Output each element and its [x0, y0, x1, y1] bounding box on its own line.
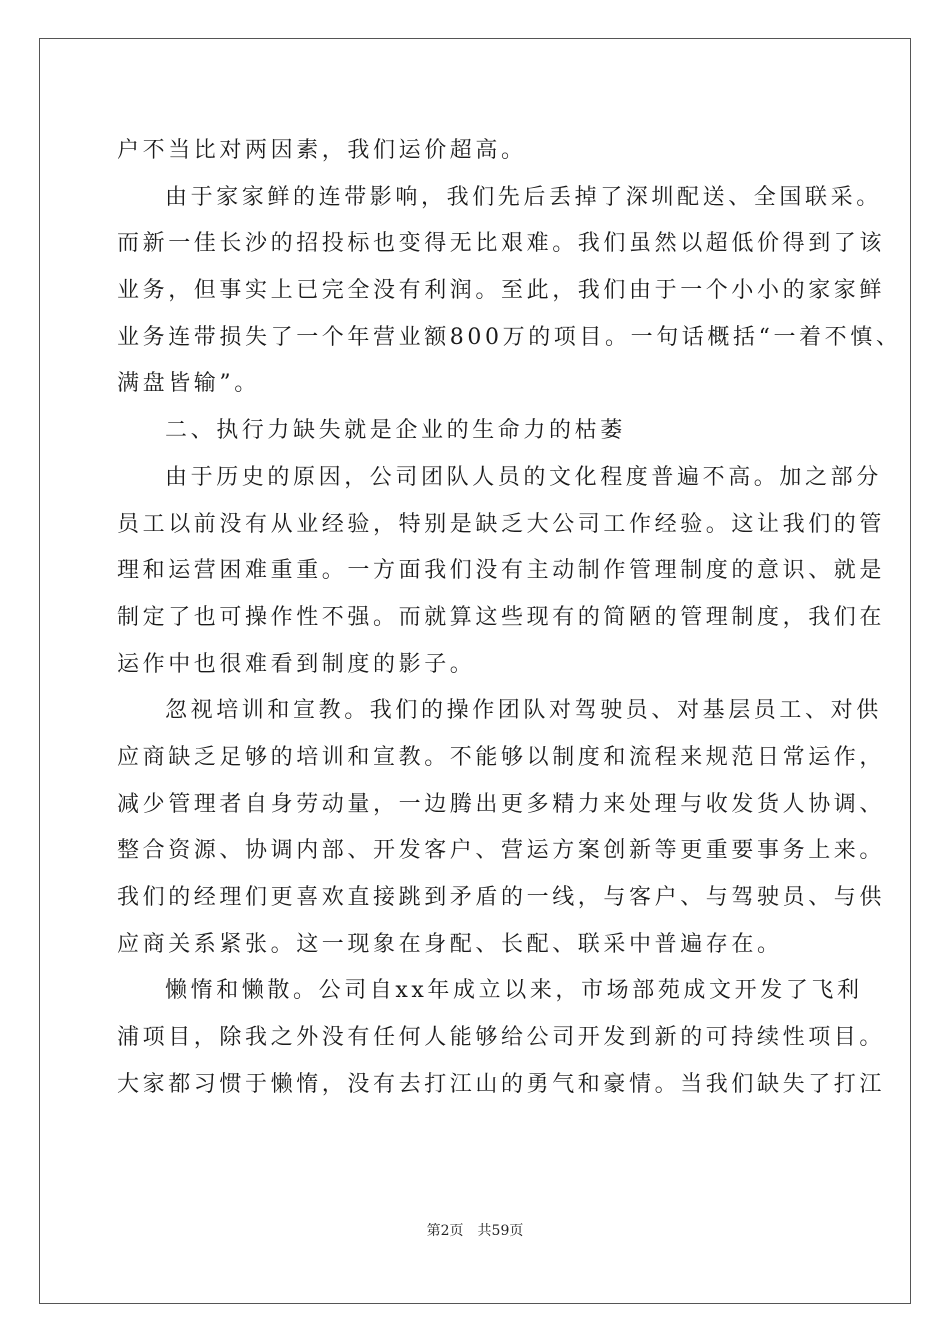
section-heading: 二、执行力缺失就是企业的生命力的枯萎: [165, 418, 626, 444]
text-line: 减少管理者自身劳动量，一边腾出更多精力来处理与收发货人协调、: [117, 791, 886, 817]
text-line: 应商关系紧张。这一现象在身配、长配、联采中普遍存在。: [117, 931, 783, 957]
text-line: 懒惰和懒散。公司自xx年成立以来，市场部苑成文开发了飞利: [165, 978, 863, 1004]
text-line: 忽视培训和宣教。我们的操作团队对驾驶员、对基层员工、对供: [165, 698, 882, 724]
text-line: 满盘皆输”。: [117, 371, 260, 397]
text-line: 户不当比对两因素，我们运价超高。: [117, 138, 527, 163]
text-line: 由于历史的原因，公司团队人员的文化程度普遍不高。加之部分: [165, 464, 882, 490]
text-line: 业务连带损失了一个年营业额800万的项目。一句话概括“一着不慎、: [117, 324, 902, 350]
text-line: 整合资源、协调内部、开发客户、营运方案创新等更重要事务上来。: [117, 838, 886, 864]
page-number-current: 第2页: [426, 1223, 464, 1239]
text-line: 业务，但事实上已完全没有利润。至此，我们由于一个小小的家家鲜: [117, 278, 886, 304]
text-line: 大家都习惯于懒惰，没有去打江山的勇气和豪情。当我们缺失了打江: [117, 1071, 886, 1097]
page-number-total: 共59页: [477, 1223, 524, 1239]
text-line: 由于家家鲜的连带影响，我们先后丢掉了深圳配送、全国联采。: [165, 184, 882, 210]
text-line: 我们的经理们更喜欢直接跳到矛盾的一线，与客户、与驾驶员、与供: [117, 885, 886, 910]
text-line: 理和运营困难重重。一方面我们没有主动制作管理制度的意识、就是: [117, 558, 886, 584]
text-line: 而新一佳长沙的招投标也变得无比艰难。我们虽然以超低价得到了该: [117, 231, 886, 257]
text-line: 制定了也可操作性不强。而就算这些现有的简陋的管理制度，我们在: [117, 604, 886, 630]
text-line: 运作中也很难看到制度的影子。: [117, 651, 476, 677]
text-line: 员工以前没有从业经验，特别是缺乏大公司工作经验。这让我们的管: [117, 511, 886, 537]
text-line: 应商缺乏足够的培训和宣教。不能够以制度和流程来规范日常运作，: [117, 744, 886, 770]
text-line: 浦项目，除我之外没有任何人能够给公司开发到新的可持续性项目。: [117, 1025, 886, 1051]
document-body: [117, 128, 902, 1108]
page-footer: [0, 1220, 950, 1240]
